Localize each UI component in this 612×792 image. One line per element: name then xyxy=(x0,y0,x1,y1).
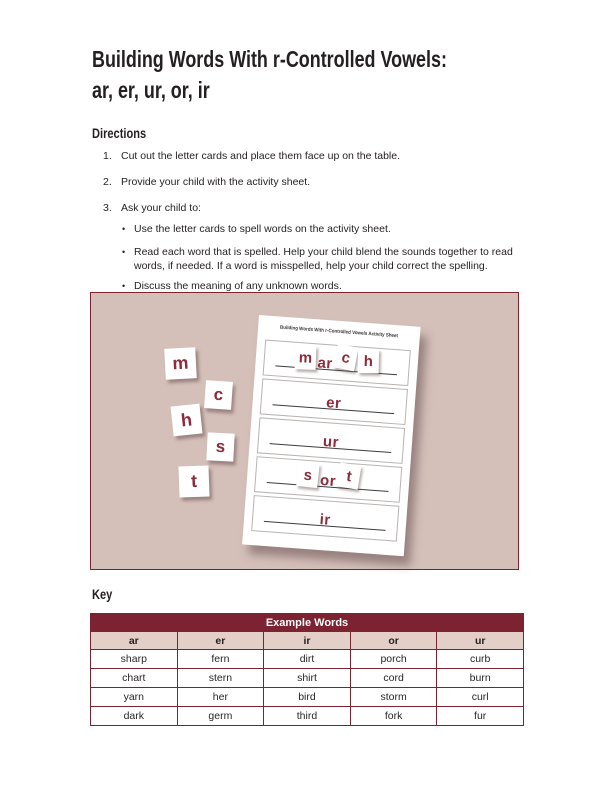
activity-sheet-rows xyxy=(251,340,411,545)
example-words-table xyxy=(90,613,524,726)
bullet-icon: • xyxy=(122,224,126,234)
table-cell: cord xyxy=(350,669,437,688)
column-header-or: or xyxy=(350,632,437,650)
step-number: 1. xyxy=(103,150,112,162)
table-cell: shirt xyxy=(264,669,351,688)
table-cell: fur xyxy=(437,707,524,726)
direction-step xyxy=(103,202,523,215)
letter-card-m xyxy=(164,347,197,380)
placed-card-h xyxy=(358,349,379,373)
table-cell: fern xyxy=(177,650,264,669)
letter-card-c xyxy=(204,380,233,410)
page-title-line-2: ar, er, ur, or, ir xyxy=(92,77,210,103)
letter-card-t xyxy=(178,465,209,497)
bullet-item xyxy=(122,245,522,273)
page-title xyxy=(92,44,547,106)
step-number: 2. xyxy=(103,176,112,188)
placed-card-s xyxy=(296,462,319,488)
directions-heading: Directions xyxy=(92,126,147,141)
table-column-header-row xyxy=(91,632,524,650)
bullet-icon: • xyxy=(122,247,126,257)
table-cell: third xyxy=(264,707,351,726)
table-cell: dirt xyxy=(264,650,351,669)
bullet-item xyxy=(122,222,522,236)
table-cell: porch xyxy=(350,650,437,669)
directions-bullets xyxy=(122,222,522,302)
placed-card-c xyxy=(333,344,358,372)
table-row xyxy=(91,707,524,726)
bullet-text: Discuss the meaning of any unknown words. xyxy=(134,280,342,292)
table-cell: her xyxy=(177,688,264,707)
table-cell: dark xyxy=(91,707,178,726)
placed-card-letter: s xyxy=(302,466,313,484)
letter-card-s xyxy=(206,432,234,461)
activity-illustration xyxy=(90,292,519,570)
directions-steps xyxy=(103,150,523,228)
step-text: Cut out the letter cards and place them face up on the table. xyxy=(121,150,401,162)
letter-card-h xyxy=(171,404,203,437)
letter-card-label: s xyxy=(215,436,226,457)
table-cell: chart xyxy=(91,669,178,688)
table-cell: curl xyxy=(437,688,524,707)
table-row xyxy=(91,669,524,688)
table-row xyxy=(91,650,524,669)
column-header-ur: ur xyxy=(437,632,524,650)
printed-vowel-ur: ur xyxy=(322,433,340,452)
table-cell: storm xyxy=(350,688,437,707)
step-text: Provide your child with the activity sheet. xyxy=(121,176,311,188)
table-title-row xyxy=(91,614,524,632)
page-title-line-1: Building Words With r-Controlled Vowels: xyxy=(92,46,447,72)
sheet-row-ir xyxy=(251,495,399,542)
activity-sheet xyxy=(242,315,420,556)
column-header-ar: ar xyxy=(91,632,178,650)
placed-card-letter: t xyxy=(345,467,353,485)
table-cell: yarn xyxy=(91,688,178,707)
letter-card-label: c xyxy=(213,384,224,405)
table-cell: bird xyxy=(264,688,351,707)
bullet-text: Read each word that is spelled. Help your child blend the sounds together to read words, if needed. If a word is misspelled, help your child correct the spelling. xyxy=(134,246,513,272)
direction-step xyxy=(103,150,523,163)
bullet-icon: • xyxy=(122,281,126,291)
printed-vowel-er: er xyxy=(325,394,342,413)
key-heading: Key xyxy=(92,587,113,602)
placed-card-m xyxy=(294,345,316,370)
table-row xyxy=(91,688,524,707)
step-number: 3. xyxy=(103,202,112,214)
activity-sheet-title: Building Words With r-Controlled Vowels Activity Sheet xyxy=(279,324,399,340)
table-cell: fork xyxy=(350,707,437,726)
table-cell: burn xyxy=(437,669,524,688)
placed-card-letter: m xyxy=(298,348,313,367)
printed-vowel-ir: ir xyxy=(319,511,332,529)
letter-card-label: h xyxy=(179,408,193,431)
bullet-item xyxy=(122,279,522,293)
letter-card-label: t xyxy=(190,470,198,492)
table-cell: curb xyxy=(437,650,524,669)
letter-card-label: m xyxy=(171,352,189,374)
table-title: Example Words xyxy=(91,614,524,632)
direction-step xyxy=(103,176,523,189)
table-cell: stern xyxy=(177,669,264,688)
table-cell: sharp xyxy=(91,650,178,669)
column-header-er: er xyxy=(177,632,264,650)
placed-card-t xyxy=(337,463,362,490)
bullet-text: Use the letter cards to spell words on the activity sheet. xyxy=(134,223,391,235)
table-cell: germ xyxy=(177,707,264,726)
printed-vowel-ar: ar xyxy=(316,354,334,373)
column-header-ir: ir xyxy=(264,632,351,650)
printed-vowel-or: or xyxy=(319,471,337,491)
placed-card-letter: c xyxy=(340,348,352,367)
step-text: Ask your child to: xyxy=(121,202,201,214)
placed-card-letter: h xyxy=(363,352,374,370)
